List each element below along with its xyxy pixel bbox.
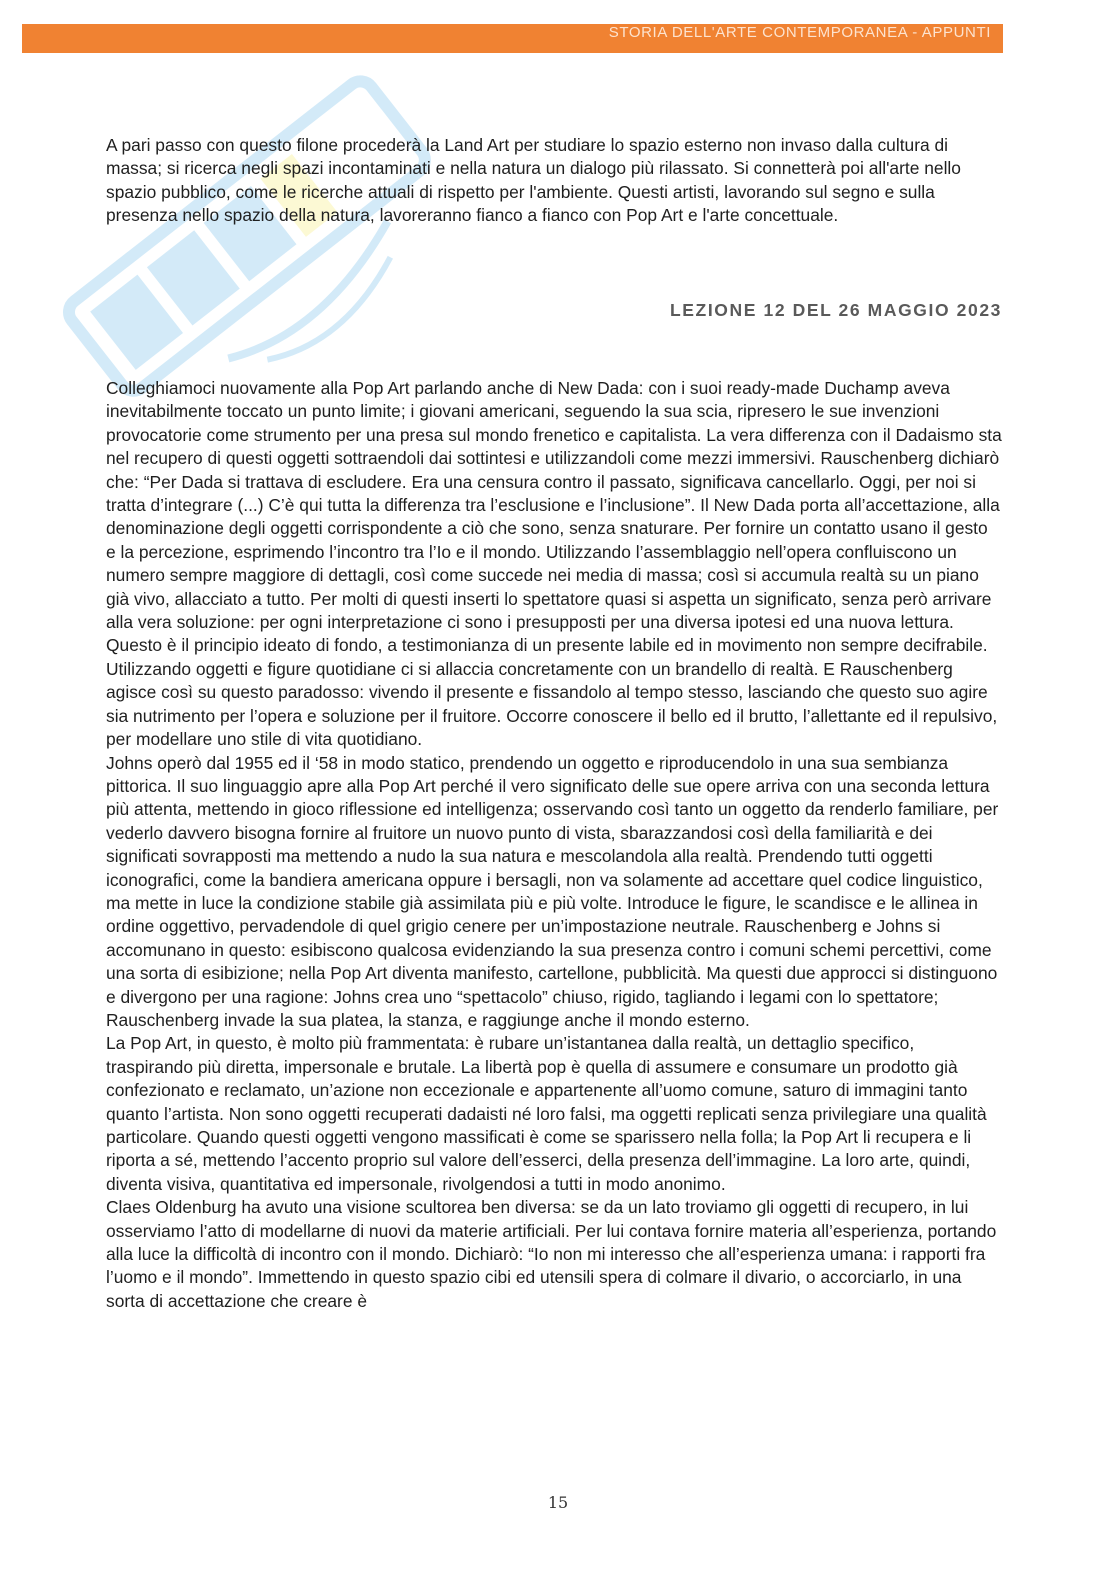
lesson-body [106, 377, 1002, 1313]
skuola-net-watermark-icon [40, 60, 460, 420]
header-bar [22, 24, 1003, 53]
paragraph: Johns operò dal 1955 ed il ‘58 in modo statico, prendendo un oggetto e riproducendolo in una sua sembianza pittorica. Il suo linguaggio apre alla Pop Art perché il vero significato delle sue opere arriva con una seconda lettura più attenta, mettendo in gioco riflessione ed intelligenza; osservando così tanto un oggetto da renderlo familiare, per vederlo davvero bisogna fornire al fruitore un nuovo punto di vista, sbarazzandosi così della familiarità e dei significati sovrapposti ma mettendo a nudo la sua natura e mescolandola alla realtà. Prendendo tutti oggetti iconografici, come la bandiera americana oppure i bersagli, non va solamente ad accettare quel codice linguistico, ma mette in luce la condizione stabile già assimilata più e più volte. Introduce le figure, le scandisce e le allinea in ordine oggettivo, pervadendole di quel grigio cenere per un’impostazione neutrale. Rauschenberg e Johns si accomunano in questo: esibiscono qualcosa evidenziando la sua presenza contro i comuni schemi percettivi, come una sorta di esibizione; nella Pop Art diventa manifesto, cartellone, pubblicità. Ma questi due approcci si distinguono e divergono per una ragione: Johns crea uno “spettacolo” chiuso, rigido, tagliando i legami con lo spettatore; Rauschenberg invade la sua platea, la stanza, e raggiunge anche il mondo esterno. [106, 752, 999, 1030]
paragraph: La Pop Art, in questo, è molto più frammentata: è rubare un’istantanea dalla realtà, un dettaglio specifico, traspirando più diretta, impersonale e brutale. La libertà pop è quella di assumere e consumare un prodotto già confezionato e reclamato, un’azione non eccezionale e appartenente all’uomo comune, saturo di immagini tanto quanto l’artista. Non sono oggetti recuperati dadaisti né loro falsi, ma oggetti replicati senza privilegiare una qualità particolare. Quando questi oggetti vengono massificati è come se sparissero nella folla; la Pop Art li recupera e li riporta a sé, mettendo l’accento proprio sul valore dell’esserci, della presenza dell’immagine. La loro arte, quindi, diventa visiva, quantitativa ed impersonale, rivolgendosi a tutti in modo anonimo. [106, 1033, 987, 1194]
header-title: STORIA DELL'ARTE CONTEMPORANEA - APPUNTI [608, 24, 991, 41]
intro-paragraph [106, 134, 1002, 228]
paragraph: Claes Oldenburg ha avuto una visione scultorea ben diversa: se da un lato troviamo gli oggetti di recupero, in lui osserviamo l’atto di modellarne di nuovi da materie artificiali. Per lui contava fornire materia all’esperienza, portando alla luce la difficoltà di incontro con il mondo. Dichiarò: “Io non mi interesso che all’esperienza umana: i rapporti fra l’uomo e il mondo”. Immettendo in questo spazio cibi ed utensili spera di colmare il divario, o accorciarlo, in una sorta di accettazione che creare è [106, 1197, 997, 1311]
page-number: 15 [547, 1493, 569, 1512]
intro-paragraph-text: A pari passo con questo filone procederà la Land Art per studiare lo spazio esterno non invaso dalla cultura di massa; si ricerca negli spazi incontaminati e nella natura un dialogo più rilassato. Si connetterà poi all'arte nello spazio pubblico, come le ricerche attuali di rispetto per l'ambiente. Questi artisti, lavorando sul segno e sulla presenza nello spazio della natura, lavoreranno fianco a fianco con Pop Art e l'arte concettuale. [106, 135, 961, 226]
paragraph: Colleghiamoci nuovamente alla Pop Art parlando anche di New Dada: con i suoi ready-made Duchamp aveva inevitabilmente toccato un punto limite; i giovani americani, seguendo la sua scia, ripresero le sue invenzioni provocatorie come strumento per una presa sul mondo frenetico e capitalista. La vera differenza con il Dadaismo sta nel recupero di questi oggetti sottraendoli dai sottintesi e utilizzandoli come mezzi immersivi. Rauschenberg dichiarò che: “Per Dada si trattava di escludere. Era una censura contro il passato, significava cancellarlo. Oggi, per noi si tratta d’integrare (...) C’è qui tutta la differenza tra l’esclusione e l’inclusione”. Il New Dada porta all’accettazione, alla denominazione degli oggetti corrispondente a ciò che sono, senza snaturare. Per fornire un contatto usano il gesto e la percezione, esprimendo l’incontro tra l’Io e il mondo. Utilizzando l’assemblaggio nell’opera confluiscono un numero sempre maggiore di dettagli, così come succede nei media di massa; così si accumula realtà su un piano già vivo, allacciato a tutto. Per molti di questi inserti lo spettatore quasi si aspetta un significato, senza però arrivare alla vera soluzione: per ogni interpretazione ci sono i presupposti per una diversa ipotesi ed una nuova lettura. Questo è il principio ideato di fondo, a testimonianza di un presente labile ed in movimento non sempre decifrabile. Utilizzando oggetti e figure quotidiane ci si allaccia concretamente con un brandello di realtà. E Rauschenberg agisce così su questo paradosso: vivendo il presente e fissandolo al tempo stesso, lasciando che questo suo agire sia nutrimento per l’opera e soluzione per il fruitore. Occorre conoscere il bello ed il brutto, l’allettante ed il repulsivo, per modellare uno stile di vita quotidiano. [106, 378, 1002, 750]
lesson-heading: LEZIONE 12 DEL 26 MAGGIO 2023 [669, 300, 1002, 320]
